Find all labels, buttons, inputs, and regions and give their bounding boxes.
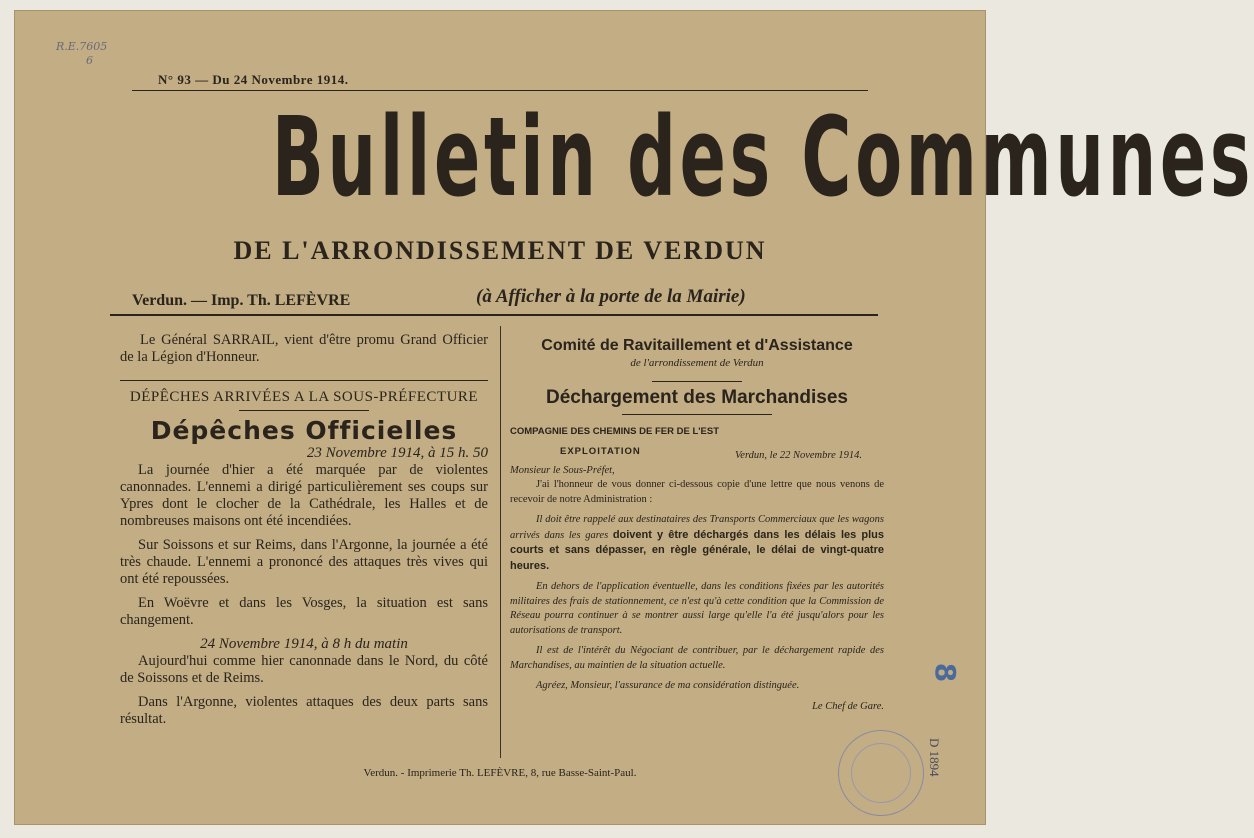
- letter-paragraph-1-italic: Il doit être rappelé aux destinataires des Transports Commerciaux que les wagons arrivés dans les gares: [510, 514, 884, 541]
- exploitation-label: EXPLOITATION: [560, 446, 641, 457]
- issue-line: N° 93 — Du 24 Novembre 1914.: [158, 72, 349, 87]
- committee-rule: [652, 381, 742, 382]
- call-number: D 1894: [927, 738, 942, 777]
- dispatch-date-1: 23 Novembre 1914, à 15 h. 50: [306, 445, 488, 461]
- margin-number: 8: [929, 662, 963, 683]
- masthead-subtitle: DE L'ARRONDISSEMENT DE VERDUN: [233, 236, 767, 265]
- railway-company: COMPAGNIE DES CHEMINS DE FER DE L'EST: [510, 425, 719, 437]
- right-column: [510, 336, 884, 714]
- exploitation-row: [510, 445, 884, 464]
- dispatch-paragraph-3: En Woëvre et dans les Vosges, la situation est sans changement.: [120, 595, 488, 628]
- letter-paragraph-1: [510, 513, 884, 574]
- archive-mark: [56, 40, 107, 68]
- committee-title: Comité de Ravitaillement et d'Assistance: [541, 337, 853, 354]
- dispatch-date-2: 24 Novembre 1914, à 8 h du matin: [200, 636, 408, 652]
- unloading-rule: [622, 414, 772, 415]
- letter-paragraph-2: En dehors de l'application éventuelle, dans les conditions fixées par les autorités militaires des frais de stationnement, ce n'est qu'à cette condition que la Commission de Réseau pourra continuer à se montrer aussi large qu'elle l'a été jusqu'alors pour les autorisations de transport.: [510, 581, 884, 636]
- lead-announcement: Le Général SARRAIL, vient d'être promu Grand Officier de la Légion d'Honneur.: [120, 332, 488, 365]
- dispatch-paragraph-5: Dans l'Argonne, violentes attaques des deux parts sans résultat.: [120, 694, 488, 727]
- dispatch-paragraph-4: Aujourd'hui comme hier canonnade dans le Nord, du côté de Soissons et de Reims.: [120, 653, 488, 686]
- library-stamp: [838, 730, 924, 816]
- letter-closing: Agréez, Monsieur, l'assurance de ma considération distinguée.: [536, 680, 800, 691]
- library-stamp-inner-ring: [851, 743, 911, 803]
- posting-instruction: (à Afficher à la porte de la Mairie): [476, 286, 746, 307]
- header-rule: [110, 314, 878, 316]
- depeches-heading: DÉPÊCHES ARRIVÉES A LA SOUS-PRÉFECTURE: [120, 380, 488, 406]
- depeches-rule: [239, 410, 369, 411]
- committee-subtitle: de l'arrondissement de Verdun: [630, 357, 764, 369]
- printer-line: Verdun. — Imp. Th. LEFÈVRE: [132, 292, 351, 309]
- letter-paragraph-3: Il est de l'intérêt du Négociant de contribuer, par le déchargement rapide des Marchandises, au maintien de la situation actuelle.: [510, 645, 884, 671]
- top-rule: [132, 90, 868, 91]
- letter-paragraph-1-bold: doivent y être déchargés dans les délais les plus courts et sans dépasser, en règle générale, le délai de vingt-quatre heures.: [510, 528, 884, 572]
- letter-date: Verdun, le 22 Novembre 1914.: [735, 450, 862, 461]
- bulletin-sheet: [14, 10, 1254, 825]
- letter-intro: J'ai l'honneur de vous donner ci-dessous copie d'une lettre que nous venons de recevoir de notre Administration :: [510, 479, 884, 505]
- archive-mark-line-1: R.E.7605: [56, 40, 108, 53]
- letter-signature: Le Chef de Gare.: [812, 700, 884, 712]
- dispatch-paragraph-1: La journée d'hier a été marquée par de violentes canonnades. L'ennemi a dirigé particulièrement ses coups sur Ypres dont le clocher de la Cathédrale, les Halles et de nombreuses maisons ont été incendiées.: [120, 462, 488, 529]
- unloading-title: Déchargement des Marchandises: [545, 386, 848, 408]
- official-dispatches-title: Dépêches Officielles: [150, 416, 458, 445]
- column-divider: [500, 326, 501, 758]
- left-column: [120, 332, 488, 735]
- imprint-footer: Verdun. - Imprimerie Th. LEFÈVRE, 8, rue Basse-Saint-Paul.: [363, 767, 637, 779]
- masthead-title: Bulletin des Communes: [271, 93, 1254, 221]
- archive-mark-line-2: 6: [86, 54, 93, 67]
- dispatch-paragraph-2: Sur Soissons et sur Reims, dans l'Argonne, la journée a été très chaude. L'ennemi a prononcé des attaques très vives qui ont été repoussées.: [120, 537, 488, 587]
- letter-salutation: Monsieur le Sous-Préfet,: [510, 464, 615, 476]
